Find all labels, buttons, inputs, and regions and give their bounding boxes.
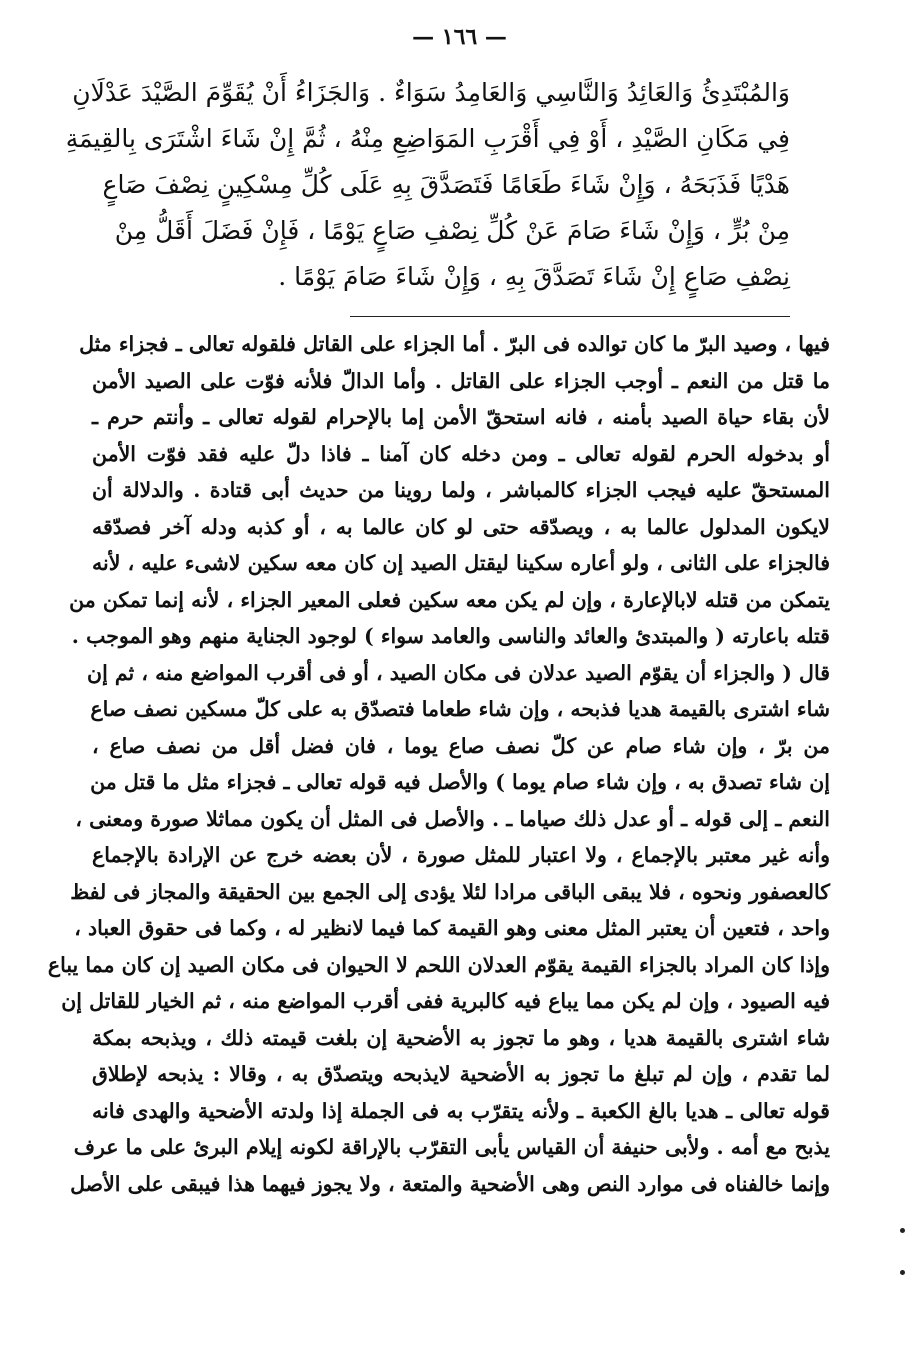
commentary-line: وأنه غير معتبر بالإجماع ، ولا اعتبار للمثل صورة ، لأن بعضه خرج عن الإرادة بالإجماع — [92, 843, 830, 867]
commentary-line: فالجزاء على الثانى ، ولو أعاره سكينا ليقتل الصيد إن كان معه سكين لاشىء عليه ، لأنه — [92, 551, 830, 575]
commentary-line: فيها ، وصيد البرّ ما كان توالده فى البرّ . أما الجزاء على القاتل فلقوله تعالى ـ فجزاء مثل — [79, 332, 830, 356]
commentary-line: أو بدخوله الحرم لقوله تعالى ـ ومن دخله كان آمنا ـ فاذا دلّ عليه فقد فوّت الأمن — [92, 441, 830, 466]
commentary-line: يتمكن من قتله لابالإعارة ، وإن لم يكن معه سكين فعلى المعير الجزاء ، لأنه إنما تمكن من — [69, 587, 830, 612]
commentary-line: إن شاء تصدق به ، وإن شاء صام يوما ) والأصل فيه قوله تعالى ـ فجزاء مثل ما قتل من — [90, 770, 830, 794]
commentary-line: وإنما خالفناه فى موارد النص وهى الأضحية والمتعة ، ولا يجوز فيهما هذا فيبقى على الأصل — [70, 1171, 830, 1196]
margin-mark — [900, 1228, 905, 1233]
commentary-line: لايكون المدلول عالما به ، ويصدّقه حتى لو كان عالما به ، أو كذبه ودله آخر فصدّقه — [92, 514, 830, 539]
commentary-block — [47, 326, 830, 1202]
commentary-line: النعم ـ إلى قوله ـ أو عدل ذلك صياما ـ . والأصل فى المثل أن يكون مماثلا صورة ومعنى ، — [75, 806, 830, 831]
commentary-line: شاء اشترى بالقيمة هديا ، وهو ما تجوز به الأضحية إن بلغت قيمته ذلك ، ويذبحه بمكة — [92, 1025, 830, 1050]
commentary-line: وإذا كان المراد بالجزاء القيمة يقوّم العدلان اللحم لا الحيوان فى مكان الصيد إن كان مما يباع — [47, 952, 830, 977]
commentary-line: قال ( والجزاء أن يقوّم الصيد عدلان فى مكان الصيد ، أو فى أقرب المواضع منه ، ثم إن — [87, 660, 830, 685]
commentary-line: واحد ، فتعين أن يعتبر المثل معنى وهو القيمة كما فيما لانظير له ، وكما فى حقوق العباد ، — [74, 916, 830, 940]
commentary-line: لما تقدم ، وإن لم تبلغ ما تجوز به الأضحية لايذبحه ويتصدّق به ، وقالا : يذبحه لإطلاق — [92, 1062, 830, 1086]
main-text-line: مِنْ بُرٍّ ، وَإِنْ شَاءَ صَامَ عَنْ كُلِّ نِصْفِ صَاعٍ يَوْمًا ، فَإِنْ فَضَلَ أَقَلُّ مِنْ — [114, 216, 790, 245]
main-text-line: هَدْيًا فَذَبَحَهُ ، وَإِنْ شَاءَ طَعَامًا فَتَصَدَّقَ بِهِ عَلَى كُلِّ مِسْكِينٍ نِصْفَ صَاعٍ — [102, 170, 790, 199]
commentary-line: من برّ ، وإن شاء صام عن كلّ نصف صاع يوما ، فان فضل أقل من نصف صاع ، — [92, 733, 830, 758]
commentary-line: قتله باعارته ( والمبتدئ والعائد والناسى والعامد سواء ) لوجود الجناية منهم وهو الموجب . — [71, 624, 830, 648]
commentary-line: شاء اشترى بالقيمة هديا فذبحه ، وإن شاء طعاما فتصدّق به على كلّ مسكين نصف صاع — [90, 697, 830, 721]
margin-mark — [900, 1270, 905, 1275]
commentary-line: لأن بقاء حياة الصيد بأمنه ، فانه استحقّ الأمن إما بالإحرام لقوله تعالى ـ وأنتم حرم ـ — [92, 405, 830, 429]
main-text-line: وَالمُبْتَدِئُ وَالعَائِدُ وَالنَّاسِي وَالعَامِدُ سَوَاءٌ . وَالجَزَاءُ أَنْ يُقَوِّمَ الصَّيْدَ عَدْلَانِ — [72, 78, 790, 107]
commentary-line: قوله تعالى ـ هديا بالغ الكعبة ـ ولأنه يتقرّب به فى الجملة إذا ولدته الأضحية والهدى فانه — [92, 1098, 830, 1123]
commentary-line: ما قتل من النعم ـ أوجب الجزاء على القاتل . وأما الدالّ فلأنه فوّت على الصيد الأمن — [92, 368, 830, 393]
main-text-line: فِي مَكَانِ الصَّيْدِ ، أَوْ فِي أَقْرَبِ المَوَاضِعِ مِنْهُ ، ثُمَّ إِنْ شَاءَ اشْتَرَى بِالقِيمَةِ — [65, 124, 790, 153]
commentary-line: يذبح مع أمه . ولأبى حنيفة أن القياس يأبى التقرّب بالإراقة لكونه إيلام البرئ على ما عرف — [73, 1135, 830, 1159]
commentary-line: فيه الصيود ، وإن لم يكن مما يباع فيه كالبرية ففى أقرب المواضع منه ، ثم الخيار للقاتل إن — [61, 989, 830, 1013]
page-number: — ١٦٦ — — [412, 24, 507, 50]
main-text-block — [65, 70, 790, 300]
main-text-line: نِصْفِ صَاعٍ إِنْ شَاءَ تَصَدَّقَ بِهِ ، وَإِنْ شَاءَ صَامَ يَوْمًا . — [278, 262, 790, 291]
commentary-line: المستحقّ عليه فيجب الجزاء كالمباشر ، ولما روينا من حديث أبى قتادة . والدلالة أن — [92, 478, 830, 502]
commentary-line: كالعصفور ونحوه ، فلا يبقى الباقى مرادا لئلا يؤدى إلى الجمع بين الحقيقة والمجاز فى لفظ — [70, 879, 830, 904]
separator-rule — [350, 316, 790, 317]
